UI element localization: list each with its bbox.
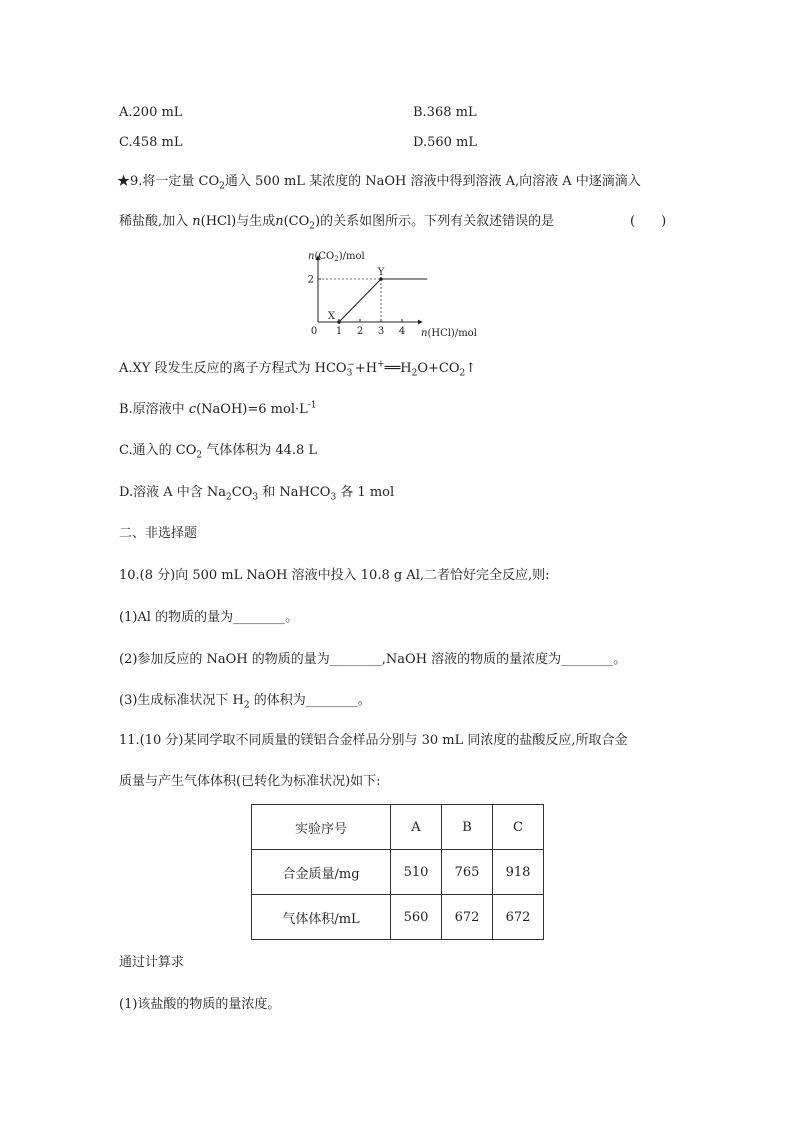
point-x [337, 320, 341, 324]
q11-instruction: 通过计算求 [119, 955, 185, 970]
table-cell: 672 [442, 895, 493, 940]
table-cell: 765 [442, 850, 493, 895]
point-label-x: X [327, 311, 335, 322]
q8-option-d: D.560 mL [413, 135, 477, 150]
x-tick-label: 0 [310, 326, 318, 337]
table-header-cell: C [493, 805, 544, 850]
x-axis-label: n(HCl)/mol [421, 328, 477, 339]
q10-part3: (3)生成标准状况下 $H_2$ 的体积为________。 [119, 693, 371, 711]
y-tick-label: 2 [307, 274, 314, 286]
alloy-data-table [251, 804, 544, 940]
table-header-cell: A [391, 805, 442, 850]
q9-option-c: C.通入的 $CO_2$ 气体体积为 44.8 L [119, 443, 318, 461]
x-tick-label: 4 [398, 326, 406, 337]
q10-part1: (1)Al 的物质的量为________。 [119, 610, 299, 625]
table-cell: 560 [391, 895, 442, 940]
q9-stem-line2: 稀盐酸,加入 n(HCl)与生成$n(CO_2)$的关系如图所示。下列有关叙述错误的是 [119, 214, 555, 232]
section-heading: 二、非选择题 [119, 526, 198, 541]
q9-stem-line1: ★9.将一定量 $CO_2$通入 500 mL 某浓度的 NaOH 溶液中得到溶液 A,向溶液 A 中逐滴滴入 [117, 174, 641, 192]
point-label-y: Y [377, 267, 385, 278]
q9-option-b: B.原溶液中 c(NaOH)=6 $mol\cdot L^{-1}$ [119, 400, 317, 417]
x-tick-label: 2 [356, 326, 364, 337]
q8-option-c: C.458 mL [119, 135, 183, 150]
q8-option-a: A.200 mL [119, 105, 183, 120]
table-header-cell: B [442, 805, 493, 850]
q10-stem: 10.(8 分)向 500 mL NaOH 溶液中投入 10.8 g Al,二者恰好完全反应,则: [119, 568, 550, 583]
q11-part1: (1)该盐酸的物质的量浓度。 [119, 997, 281, 1012]
q11-stem-line1: 11.(10 分)某同学取不同质量的镁铝合金样品分别与 30 mL 同浓度的盐酸反应,所取合金 [119, 733, 628, 748]
co2-hcl-chart [296, 250, 496, 342]
q11-stem-line2: 质量与产生气体体积(已转化为标准状况)如下: [119, 774, 381, 789]
star-icon: ★ [117, 174, 131, 189]
table-cell: 510 [391, 850, 442, 895]
q9-option-d: D.溶液 A 中含 $Na_2CO_3$ 和 NaHCO$_3$ 各 1 mol [119, 485, 395, 503]
x-tick-label: 3 [377, 326, 385, 337]
table-cell: 合金质量/mg [252, 850, 391, 895]
series-line [339, 279, 427, 322]
y-axis-label: $n(CO_2)$/mol [308, 251, 365, 263]
q8-option-b: B.368 mL [413, 105, 477, 120]
x-tick-label: 1 [335, 326, 343, 337]
table-cell: 气体体积/mL [252, 895, 391, 940]
table-cell: 918 [493, 850, 544, 895]
table-row [252, 805, 544, 850]
q9-option-a: A.XY 段发生反应的离子方程式为 $HCO_3^-+H^+══H_2O+CO_2↑$ [119, 359, 477, 379]
q10-part2: (2)参加反应的 NaOH 的物质的量为________,NaOH 溶液的物质的量浓度为________。 [119, 652, 627, 667]
table-header-cell: 实验序号 [252, 805, 391, 850]
table-row [252, 895, 544, 940]
table-row [252, 850, 544, 895]
answer-bracket: ( ) [630, 214, 667, 229]
table-cell: 672 [493, 895, 544, 940]
